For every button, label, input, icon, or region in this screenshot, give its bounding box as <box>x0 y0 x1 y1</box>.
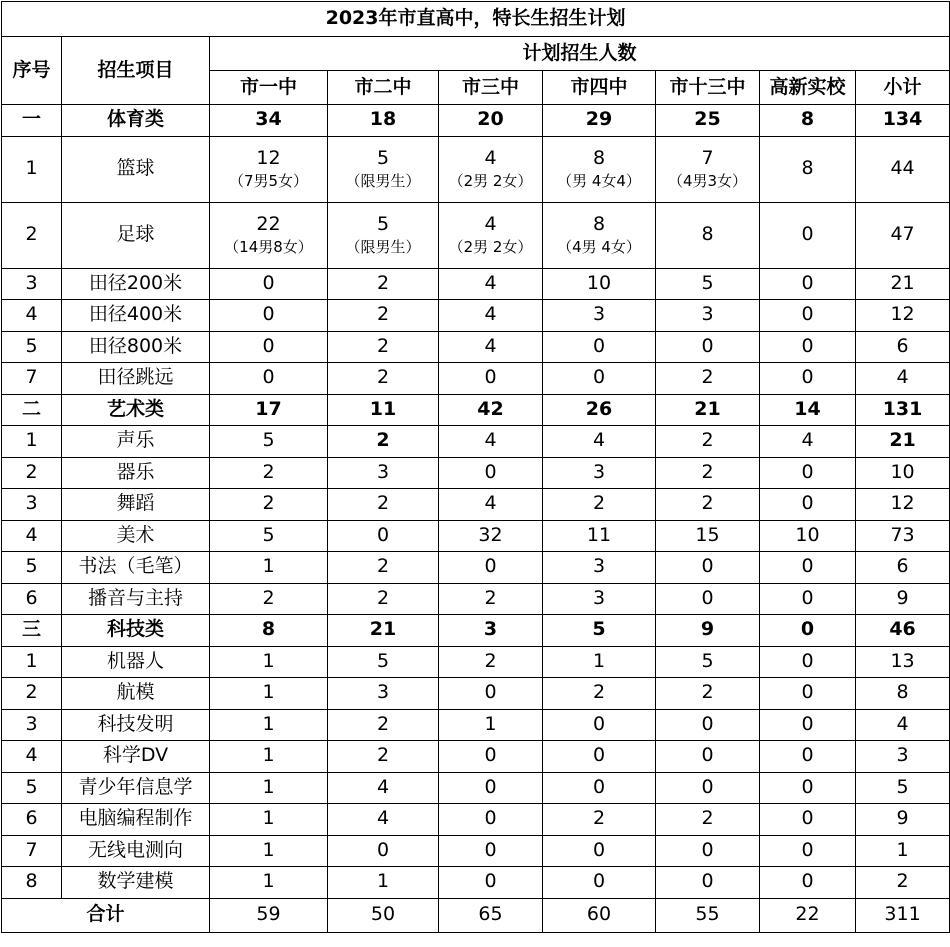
value-cell: 18 <box>328 105 439 137</box>
total-value: 55 <box>656 898 760 932</box>
header-school-2: 市二中 <box>328 71 439 105</box>
row-seq: 3 <box>2 268 62 300</box>
value-cell: 2 <box>328 300 439 332</box>
cell-note: （4男3女） <box>667 171 748 190</box>
value-cell-with-note <box>543 136 656 202</box>
value-cell: 10 <box>543 268 656 300</box>
header-plan-group: 计划招生人数 <box>210 37 950 71</box>
table-row <box>2 363 950 395</box>
value-cell: 21 <box>328 615 439 647</box>
cell-note: （14男8女） <box>224 237 313 256</box>
cell-value: 4 <box>484 212 497 235</box>
row-seq: 2 <box>2 202 62 268</box>
value-cell: 6 <box>856 552 950 584</box>
value-cell: 3 <box>543 457 656 489</box>
value-cell: 0 <box>439 835 543 867</box>
row-seq: 7 <box>2 835 62 867</box>
value-cell: 1 <box>210 646 328 678</box>
value-cell: 25 <box>656 105 760 137</box>
value-cell: 0 <box>439 552 543 584</box>
header-school-3: 市三中 <box>439 71 543 105</box>
value-cell: 2 <box>328 583 439 615</box>
cell-value: 5 <box>376 146 390 169</box>
project-name: 科学DV <box>62 741 210 773</box>
value-cell: 1 <box>328 867 439 899</box>
value-cell: 4 <box>439 426 543 458</box>
cell-value: 7 <box>701 146 714 169</box>
row-seq: 6 <box>2 804 62 836</box>
project-name: 舞蹈 <box>62 489 210 521</box>
row-seq: 三 <box>2 615 62 647</box>
value-cell: 1 <box>210 804 328 836</box>
value-cell: 3 <box>543 583 656 615</box>
value-cell: 4 <box>439 489 543 521</box>
value-cell: 2 <box>210 457 328 489</box>
value-cell: 1 <box>439 709 543 741</box>
value-cell: 4 <box>760 426 856 458</box>
value-cell: 2 <box>328 552 439 584</box>
value-cell: 4 <box>439 331 543 363</box>
value-cell: 0 <box>760 583 856 615</box>
header-seq: 序号 <box>2 37 62 105</box>
header-school-13: 市十三中 <box>656 71 760 105</box>
project-name: 书法（毛笔） <box>62 552 210 584</box>
value-cell: 5 <box>328 646 439 678</box>
row-seq: 4 <box>2 300 62 332</box>
cell-value: 8 <box>592 146 606 169</box>
value-cell: 26 <box>543 394 656 426</box>
value-cell: 0 <box>760 804 856 836</box>
value-cell: 21 <box>656 394 760 426</box>
value-cell: 0 <box>439 772 543 804</box>
row-seq: 4 <box>2 520 62 552</box>
table-row <box>2 489 950 521</box>
value-cell: 10 <box>760 520 856 552</box>
table-row <box>2 300 950 332</box>
value-cell: 0 <box>760 363 856 395</box>
project-name: 青少年信息学 <box>62 772 210 804</box>
cell-value: 22 <box>256 212 281 235</box>
project-name: 器乐 <box>62 457 210 489</box>
value-cell: 3 <box>328 457 439 489</box>
value-cell: 46 <box>856 615 950 647</box>
value-cell-with-note <box>543 202 656 268</box>
value-cell: 0 <box>543 363 656 395</box>
table-row <box>2 804 950 836</box>
row-seq: 5 <box>2 552 62 584</box>
value-cell: 4 <box>439 268 543 300</box>
total-value: 65 <box>439 898 543 932</box>
row-seq: 1 <box>2 426 62 458</box>
value-cell: 3 <box>328 678 439 710</box>
value-cell-with-note <box>439 136 543 202</box>
value-cell: 2 <box>656 457 760 489</box>
value-cell: 0 <box>656 552 760 584</box>
value-cell: 8 <box>760 136 856 202</box>
table-row <box>2 136 950 202</box>
value-cell: 8 <box>656 202 760 268</box>
value-cell: 47 <box>856 202 950 268</box>
value-cell: 0 <box>760 615 856 647</box>
category-name: 体育类 <box>62 105 210 137</box>
value-cell: 0 <box>439 678 543 710</box>
cell-note: （男 4女4） <box>557 171 641 190</box>
value-cell: 2 <box>328 363 439 395</box>
total-value: 22 <box>760 898 856 932</box>
value-cell: 10 <box>856 457 950 489</box>
value-cell: 2 <box>210 489 328 521</box>
header-school-1: 市一中 <box>210 71 328 105</box>
cell-note: （限男生） <box>345 237 421 256</box>
project-name: 田径200米 <box>62 268 210 300</box>
value-cell: 2 <box>328 489 439 521</box>
value-cell: 0 <box>210 363 328 395</box>
row-seq: 5 <box>2 772 62 804</box>
value-cell: 12 <box>856 300 950 332</box>
value-cell: 0 <box>760 202 856 268</box>
header-project: 招生项目 <box>62 37 210 105</box>
value-cell: 4 <box>856 363 950 395</box>
table-row <box>2 331 950 363</box>
project-name: 数学建模 <box>62 867 210 899</box>
value-cell: 2 <box>439 646 543 678</box>
value-cell: 0 <box>760 709 856 741</box>
value-cell: 3 <box>543 552 656 584</box>
header-school-gaoxin: 高新实校 <box>760 71 856 105</box>
table-row <box>2 520 950 552</box>
value-cell: 1 <box>210 835 328 867</box>
table-row <box>2 835 950 867</box>
total-value: 311 <box>856 898 950 932</box>
value-cell-with-note <box>328 202 439 268</box>
value-cell: 2 <box>328 426 439 458</box>
total-value: 59 <box>210 898 328 932</box>
value-cell: 131 <box>856 394 950 426</box>
value-cell-with-note <box>656 136 760 202</box>
value-cell: 9 <box>656 615 760 647</box>
value-cell: 0 <box>760 772 856 804</box>
row-seq: 3 <box>2 709 62 741</box>
cell-note: （限男生） <box>345 171 421 190</box>
value-cell: 0 <box>439 741 543 773</box>
cell-value: 5 <box>376 212 390 235</box>
value-cell: 2 <box>328 331 439 363</box>
value-cell: 42 <box>439 394 543 426</box>
header-school-4: 市四中 <box>543 71 656 105</box>
category-row <box>2 105 950 137</box>
value-cell: 3 <box>656 300 760 332</box>
value-cell: 11 <box>328 394 439 426</box>
value-cell: 73 <box>856 520 950 552</box>
value-cell: 2 <box>328 741 439 773</box>
header-subtotal: 小计 <box>856 71 950 105</box>
value-cell: 0 <box>439 804 543 836</box>
total-value: 60 <box>543 898 656 932</box>
category-name: 艺术类 <box>62 394 210 426</box>
value-cell: 0 <box>543 709 656 741</box>
value-cell: 1 <box>210 678 328 710</box>
total-row <box>2 898 950 932</box>
value-cell: 0 <box>210 300 328 332</box>
value-cell: 17 <box>210 394 328 426</box>
category-row <box>2 615 950 647</box>
row-seq: 2 <box>2 457 62 489</box>
value-cell: 0 <box>656 867 760 899</box>
value-cell: 2 <box>656 426 760 458</box>
value-cell: 2 <box>656 489 760 521</box>
table-row <box>2 867 950 899</box>
table-row <box>2 678 950 710</box>
value-cell: 1 <box>856 835 950 867</box>
project-name: 科技发明 <box>62 709 210 741</box>
value-cell: 2 <box>543 678 656 710</box>
value-cell: 0 <box>760 835 856 867</box>
value-cell: 134 <box>856 105 950 137</box>
project-name: 声乐 <box>62 426 210 458</box>
value-cell: 32 <box>439 520 543 552</box>
cell-note: （4男 4女） <box>557 237 641 256</box>
value-cell: 21 <box>856 426 950 458</box>
value-cell: 21 <box>856 268 950 300</box>
project-name: 无线电测向 <box>62 835 210 867</box>
value-cell: 0 <box>328 835 439 867</box>
value-cell: 9 <box>856 804 950 836</box>
value-cell-with-note <box>439 202 543 268</box>
table-row <box>2 772 950 804</box>
value-cell: 4 <box>439 300 543 332</box>
value-cell: 0 <box>656 583 760 615</box>
value-cell: 8 <box>210 615 328 647</box>
category-row <box>2 394 950 426</box>
value-cell: 0 <box>543 867 656 899</box>
value-cell: 0 <box>760 552 856 584</box>
row-seq: 二 <box>2 394 62 426</box>
value-cell: 0 <box>210 268 328 300</box>
value-cell: 0 <box>210 331 328 363</box>
value-cell: 0 <box>760 741 856 773</box>
project-name: 机器人 <box>62 646 210 678</box>
value-cell: 1 <box>210 552 328 584</box>
value-cell: 0 <box>439 363 543 395</box>
value-cell: 2 <box>328 268 439 300</box>
value-cell: 5 <box>856 772 950 804</box>
value-cell: 2 <box>439 583 543 615</box>
row-seq: 7 <box>2 363 62 395</box>
value-cell: 34 <box>210 105 328 137</box>
value-cell: 0 <box>656 709 760 741</box>
value-cell: 1 <box>543 646 656 678</box>
value-cell: 15 <box>656 520 760 552</box>
project-name: 田径跳远 <box>62 363 210 395</box>
value-cell: 44 <box>856 136 950 202</box>
project-name: 足球 <box>62 202 210 268</box>
value-cell: 29 <box>543 105 656 137</box>
value-cell: 3 <box>856 741 950 773</box>
value-cell: 0 <box>543 835 656 867</box>
value-cell: 0 <box>760 646 856 678</box>
value-cell: 0 <box>656 741 760 773</box>
cell-value: 4 <box>484 146 497 169</box>
value-cell: 0 <box>656 772 760 804</box>
category-name: 科技类 <box>62 615 210 647</box>
value-cell: 0 <box>760 300 856 332</box>
project-name: 播音与主持 <box>62 583 210 615</box>
row-seq: 5 <box>2 331 62 363</box>
value-cell: 0 <box>760 268 856 300</box>
value-cell-with-note <box>210 136 328 202</box>
value-cell: 6 <box>856 331 950 363</box>
value-cell: 2 <box>656 363 760 395</box>
value-cell: 2 <box>856 867 950 899</box>
value-cell: 0 <box>543 772 656 804</box>
table-row <box>2 646 950 678</box>
value-cell: 5 <box>210 426 328 458</box>
value-cell: 4 <box>856 709 950 741</box>
row-seq: 6 <box>2 583 62 615</box>
project-name: 电脑编程制作 <box>62 804 210 836</box>
row-seq: 2 <box>2 678 62 710</box>
value-cell: 0 <box>760 331 856 363</box>
table-row <box>2 583 950 615</box>
total-value: 50 <box>328 898 439 932</box>
value-cell: 5 <box>656 646 760 678</box>
value-cell: 0 <box>760 678 856 710</box>
cell-note: （7男5女） <box>228 171 309 190</box>
value-cell: 2 <box>543 804 656 836</box>
row-seq: 1 <box>2 136 62 202</box>
value-cell: 12 <box>856 489 950 521</box>
value-cell-with-note <box>328 136 439 202</box>
value-cell: 9 <box>856 583 950 615</box>
value-cell: 0 <box>656 331 760 363</box>
table-title: 2023年市直高中，特长生招生计划 <box>2 2 950 37</box>
row-seq: 8 <box>2 867 62 899</box>
value-cell: 20 <box>439 105 543 137</box>
value-cell: 1 <box>210 709 328 741</box>
value-cell: 3 <box>543 300 656 332</box>
table-row <box>2 457 950 489</box>
value-cell: 3 <box>439 615 543 647</box>
value-cell: 0 <box>439 867 543 899</box>
value-cell: 2 <box>656 678 760 710</box>
value-cell: 0 <box>760 457 856 489</box>
cell-value: 8 <box>592 212 606 235</box>
row-seq: 4 <box>2 741 62 773</box>
value-cell: 8 <box>760 105 856 137</box>
value-cell: 8 <box>856 678 950 710</box>
value-cell: 11 <box>543 520 656 552</box>
row-seq: 一 <box>2 105 62 137</box>
value-cell: 0 <box>760 489 856 521</box>
table-row <box>2 426 950 458</box>
value-cell: 0 <box>328 520 439 552</box>
value-cell-with-note <box>210 202 328 268</box>
value-cell: 0 <box>760 867 856 899</box>
value-cell: 1 <box>210 741 328 773</box>
value-cell: 0 <box>439 457 543 489</box>
value-cell: 1 <box>210 867 328 899</box>
value-cell: 5 <box>210 520 328 552</box>
value-cell: 5 <box>656 268 760 300</box>
value-cell: 5 <box>543 615 656 647</box>
value-cell: 4 <box>543 426 656 458</box>
cell-note: （2男 2女） <box>448 237 533 256</box>
enrollment-plan-table <box>1 1 950 933</box>
value-cell: 0 <box>656 835 760 867</box>
table-row <box>2 741 950 773</box>
value-cell: 0 <box>543 741 656 773</box>
value-cell: 2 <box>656 804 760 836</box>
value-cell: 2 <box>210 583 328 615</box>
table-row <box>2 552 950 584</box>
project-name: 田径400米 <box>62 300 210 332</box>
value-cell: 14 <box>760 394 856 426</box>
cell-value: 12 <box>256 146 281 169</box>
value-cell: 4 <box>328 772 439 804</box>
project-name: 田径800米 <box>62 331 210 363</box>
value-cell: 2 <box>328 709 439 741</box>
value-cell: 1 <box>210 772 328 804</box>
project-name: 美术 <box>62 520 210 552</box>
value-cell: 13 <box>856 646 950 678</box>
project-name: 航模 <box>62 678 210 710</box>
value-cell: 0 <box>543 331 656 363</box>
total-label: 合计 <box>2 898 210 932</box>
project-name: 篮球 <box>62 136 210 202</box>
row-seq: 3 <box>2 489 62 521</box>
value-cell: 2 <box>543 489 656 521</box>
table-row <box>2 202 950 268</box>
cell-note: （2男 2女） <box>448 171 533 190</box>
value-cell: 4 <box>328 804 439 836</box>
row-seq: 1 <box>2 646 62 678</box>
table-row <box>2 268 950 300</box>
table-row <box>2 709 950 741</box>
